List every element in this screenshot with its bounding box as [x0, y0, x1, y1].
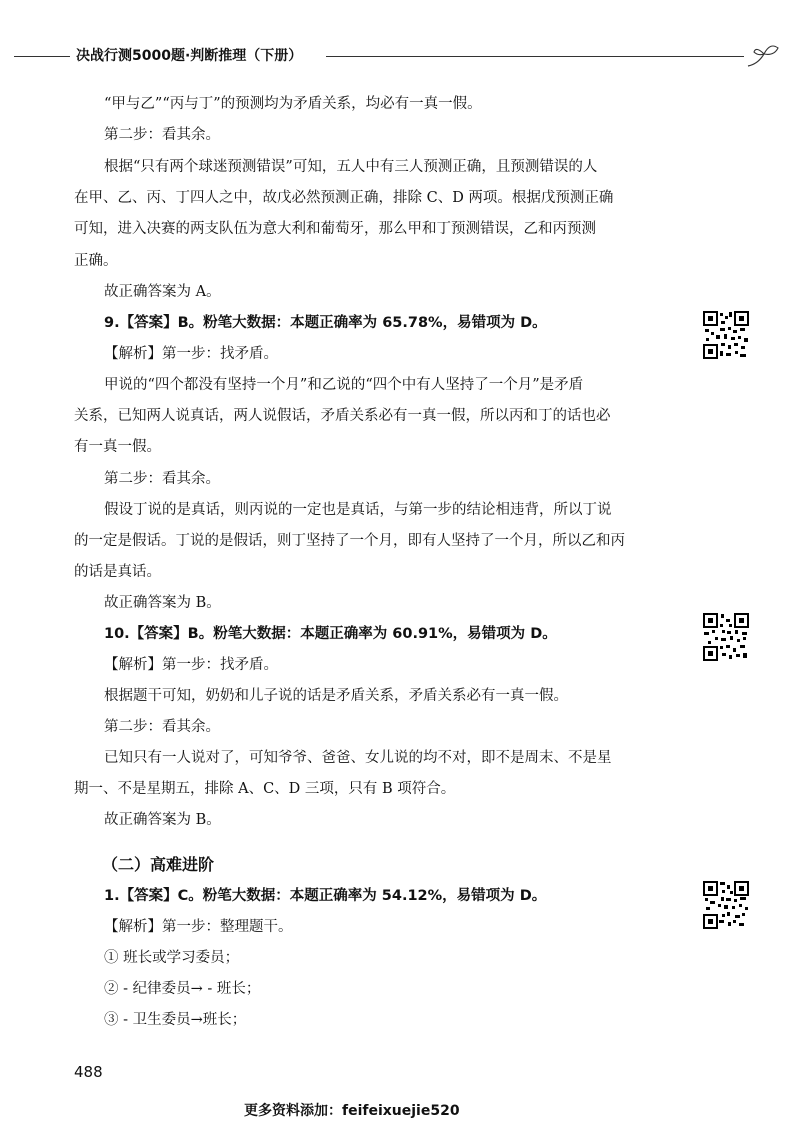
condition-3: ③ - 卫生委员→班长；: [104, 1012, 247, 1028]
header-rule-left: [14, 56, 70, 57]
header-title: 决战行测5000题·判断推理（下册）: [76, 48, 303, 64]
analysis-label: 【解析】第一步：找矛盾。: [104, 346, 278, 362]
text-line: 的话是真话。: [74, 564, 161, 580]
text-line: 故正确答案为 A。: [104, 284, 221, 300]
text-line: 正确。: [74, 253, 118, 269]
answer-10: 10.【答案】B。粉笔大数据：本题正确率为 60.91%，易错项为 D。: [104, 626, 557, 642]
analysis-label: 【解析】第一步：整理题干。: [104, 919, 293, 935]
text-line: 的一定是假话。丁说的是假话，则丁坚持了一个月，即有人坚持了一个月，所以乙和丙: [74, 533, 625, 549]
text-line: 有一真一假。: [74, 439, 161, 455]
condition-2: ② - 纪律委员→ - 班长；: [104, 981, 261, 997]
sprout-icon: [744, 40, 784, 70]
page-number: 488: [74, 1063, 103, 1081]
condition-1: ① 班长或学习委员；: [104, 950, 240, 966]
text-line: 第二步：看其余。: [104, 471, 220, 487]
text-line: 根据题干可知，奶奶和儿子说的话是矛盾关系，矛盾关系必有一真一假。: [104, 688, 568, 704]
qr-code-icon[interactable]: [702, 612, 750, 662]
text-line: 第二步：看其余。: [104, 719, 220, 735]
header-rule-right: [326, 56, 744, 57]
text-line: 假设丁说的是真话，则丙说的一定也是真话，与第一步的结论相违背，所以丁说: [104, 502, 612, 518]
text-line: 根据“只有两个球迷预测错误”可知，五人中有三人预测正确，且预测错误的人: [104, 159, 598, 175]
analysis-label: 【解析】第一步：找矛盾。: [104, 657, 278, 673]
text-line: 甲说的“四个都没有坚持一个月”和乙说的“四个中有人坚持了一个月”是矛盾: [104, 377, 584, 393]
text-line: 第二步：看其余。: [104, 127, 220, 143]
text-line: 在甲、乙、丙、丁四人之中，故戊必然预测正确，排除 C、D 两项。根据戊预测正确: [74, 190, 614, 206]
text-line: 已知只有一人说对了，可知爷爷、爸爸、女儿说的均不对，即不是周末、不是星: [104, 750, 612, 766]
text-line: “甲与乙”“丙与丁”的预测均为矛盾关系，均必有一真一假。: [104, 96, 482, 112]
answer-1: 1.【答案】C。粉笔大数据：本题正确率为 54.12%，易错项为 D。: [104, 888, 547, 904]
footer-note: 更多资料添加：feifeixuejie520: [244, 1103, 460, 1119]
section-title: （二）高难进阶: [102, 855, 215, 874]
text-line: 关系，已知两人说真话，两人说假话，矛盾关系必有一真一假，所以丙和丁的话也必: [74, 408, 611, 424]
text-line: 可知，进入决赛的两支队伍为意大利和葡萄牙，那么甲和丁预测错误，乙和丙预测: [74, 221, 596, 237]
text-line: 故正确答案为 B。: [104, 595, 221, 611]
running-header: [14, 40, 784, 70]
text-line: 期一、不是星期五，排除 A、C、D 三项，只有 B 项符合。: [74, 781, 456, 797]
qr-code-icon[interactable]: [702, 310, 750, 360]
qr-code-icon[interactable]: [702, 880, 750, 930]
text-line: 故正确答案为 B。: [104, 812, 221, 828]
answer-9: 9.【答案】B。粉笔大数据：本题正确率为 65.78%，易错项为 D。: [104, 315, 547, 331]
